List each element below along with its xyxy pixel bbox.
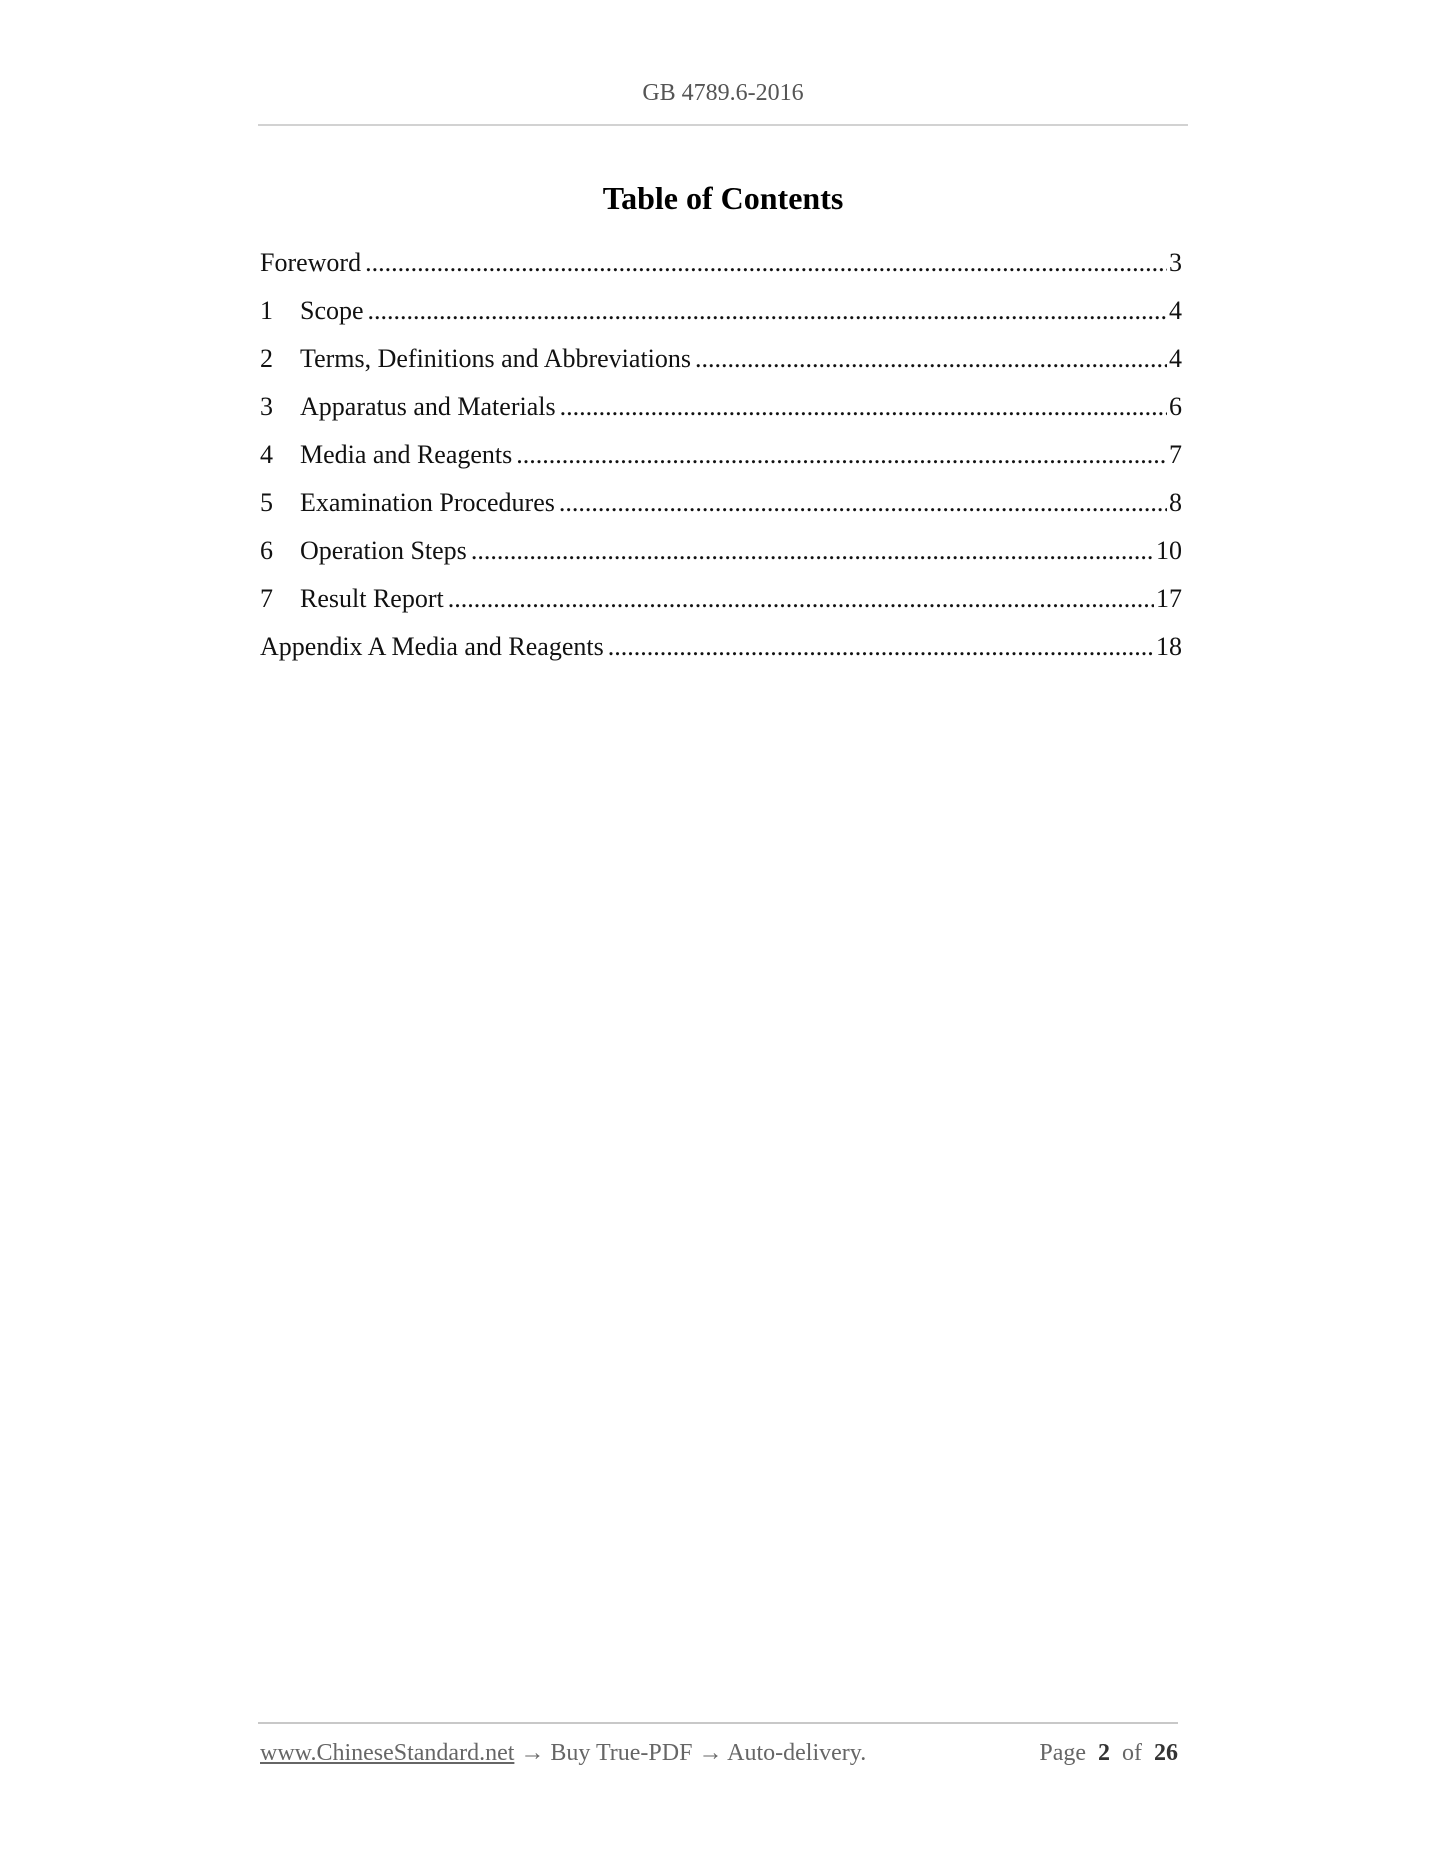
toc-entry-appendix-a[interactable]	[260, 632, 1182, 680]
toc-entry-text: Examination Procedures	[300, 488, 555, 517]
toc-entry-page: 4	[1169, 344, 1182, 373]
toc-entry-page: 6	[1169, 392, 1182, 421]
toc-dot-leader	[471, 536, 1154, 566]
toc-entry-scope[interactable]	[260, 296, 1182, 344]
running-header	[258, 80, 1188, 107]
toc-entry-foreword[interactable]	[260, 248, 1182, 296]
toc-entry-terms[interactable]	[260, 344, 1182, 392]
page-total: 26	[1154, 1740, 1178, 1766]
toc-entry-page: 7	[1169, 440, 1182, 469]
page-number	[1039, 1740, 1178, 1767]
delivery-text: Auto-delivery.	[727, 1740, 867, 1766]
toc-entry-page: 17	[1156, 584, 1182, 613]
toc-entry-examination[interactable]	[260, 488, 1182, 536]
toc-entry-text: Media and Reagents	[300, 440, 513, 469]
toc-entry-number: 3	[260, 392, 273, 421]
toc-dot-leader	[365, 248, 1167, 278]
toc-entry-text: Apparatus and Materials	[300, 392, 556, 421]
toc-entry-number: 5	[260, 488, 273, 517]
toc-entry-apparatus[interactable]	[260, 392, 1182, 440]
toc-dot-leader	[560, 392, 1167, 422]
doc-id: GB 4789.6-2016	[642, 80, 804, 106]
toc-entry-number: 6	[260, 536, 273, 565]
of-label: of	[1122, 1740, 1142, 1766]
toc-entry-number: 1	[260, 296, 273, 325]
toc-entry-number: 4	[260, 440, 273, 469]
toc-dot-leader	[608, 632, 1154, 662]
toc-entry-text: Foreword	[260, 248, 362, 277]
page-label: Page	[1039, 1740, 1086, 1766]
toc-entry-number: 7	[260, 584, 273, 613]
footer-promo	[260, 1740, 866, 1767]
toc-entry-text: Appendix A Media and Reagents	[260, 632, 604, 661]
toc-entry-media[interactable]	[260, 440, 1182, 488]
page-footer	[260, 1740, 1178, 1767]
arrow-icon: →	[514, 1740, 551, 1766]
toc-entry-page: 3	[1169, 248, 1182, 277]
toc-entry-text: Result Report	[300, 584, 444, 613]
toc-entry-result[interactable]	[260, 584, 1182, 632]
page-current: 2	[1098, 1740, 1110, 1766]
footer-rule	[258, 1722, 1178, 1724]
header-rule	[258, 124, 1188, 126]
arrow-icon: →	[692, 1740, 728, 1766]
toc-entry-page: 8	[1169, 488, 1182, 517]
table-of-contents	[260, 248, 1182, 680]
toc-dot-leader	[368, 296, 1167, 326]
toc-entry-text: Scope	[300, 296, 364, 325]
website-link[interactable]: www.ChineseStandard.net	[260, 1740, 515, 1766]
toc-dot-leader	[516, 440, 1167, 470]
toc-entry-operation[interactable]	[260, 536, 1182, 584]
toc-entry-page: 10	[1156, 536, 1182, 565]
toc-entry-number: 2	[260, 344, 273, 373]
toc-dot-leader	[695, 344, 1167, 374]
toc-entry-text: Operation Steps	[300, 536, 467, 565]
buy-text: Buy True-PDF	[550, 1740, 693, 1766]
toc-dot-leader	[448, 584, 1154, 614]
toc-entry-page: 18	[1156, 632, 1182, 661]
toc-dot-leader	[559, 488, 1167, 518]
toc-entry-text: Terms, Definitions and Abbreviations	[300, 344, 692, 373]
toc-title: Table of Contents	[602, 180, 844, 216]
toc-entry-page: 4	[1169, 296, 1182, 325]
